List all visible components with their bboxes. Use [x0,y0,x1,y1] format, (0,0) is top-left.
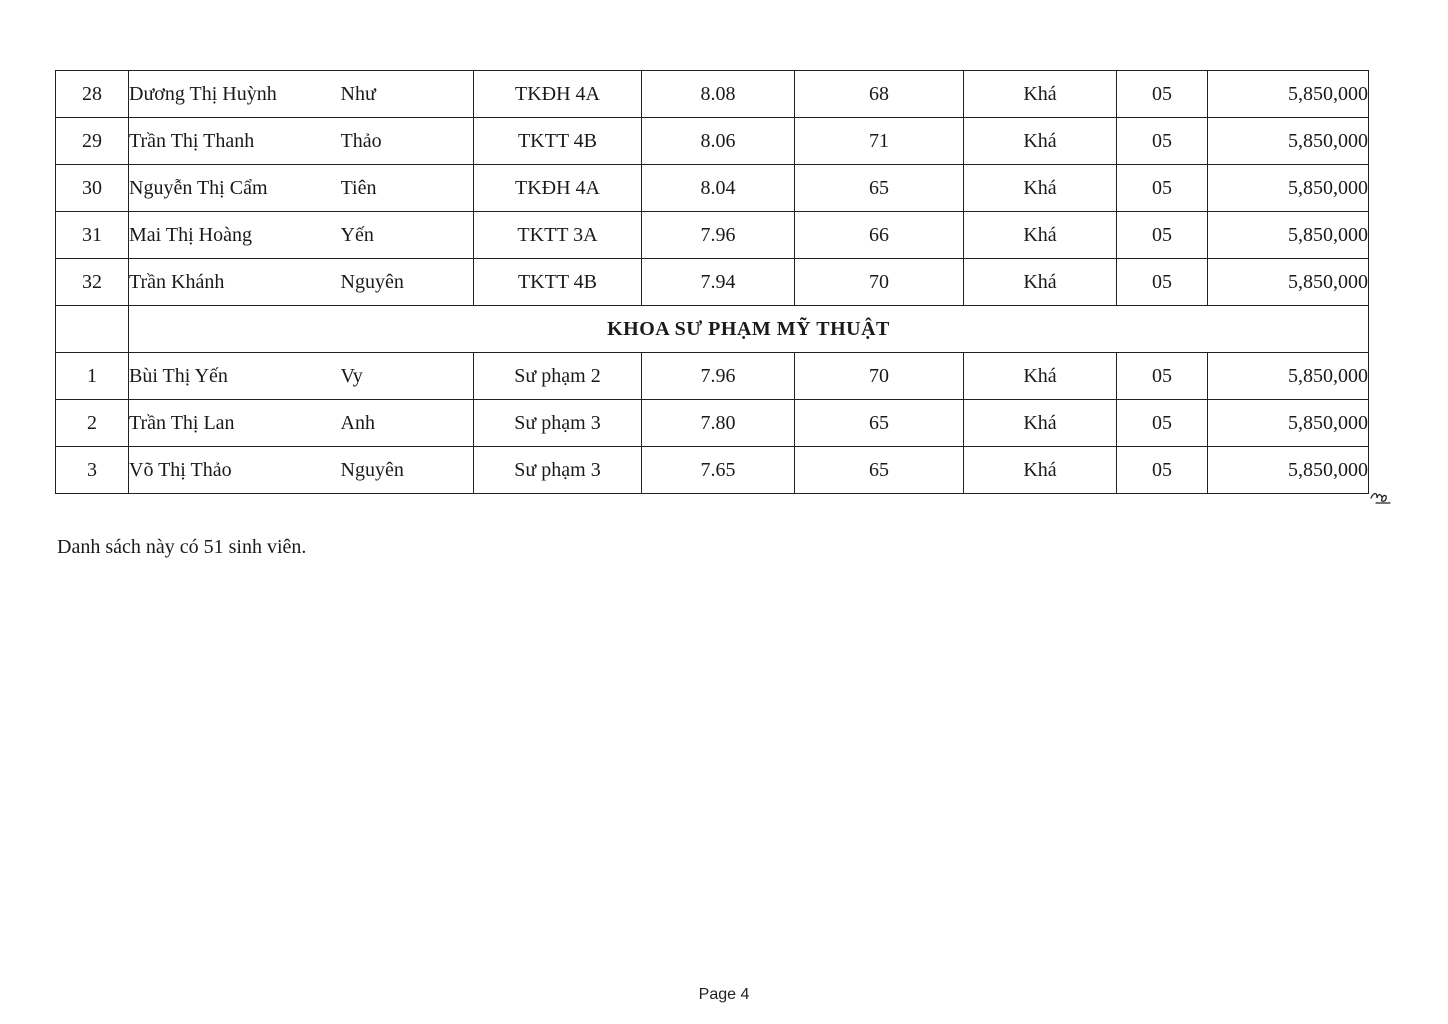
row-rank-cell: Khá [964,447,1117,494]
handwritten-initial [1368,484,1396,508]
table-row [56,118,1369,165]
table-row [56,259,1369,306]
row-class-cell: Sư phạm 2 [474,353,642,400]
row-months-cell: 05 [1117,212,1208,259]
row-class-cell: TKĐH 4A [474,165,642,212]
row-amount-cell: 5,850,000 [1208,71,1369,118]
row-surname-cell: Trần Thị Lan [129,400,341,447]
row-gpa-cell: 7.96 [642,353,795,400]
row-amount-cell: 5,850,000 [1208,447,1369,494]
table-row [56,165,1369,212]
row-conduct-score-cell: 66 [795,212,964,259]
row-gpa-cell: 7.65 [642,447,795,494]
row-months-cell: 05 [1117,118,1208,165]
row-conduct-score-cell: 68 [795,71,964,118]
row-rank-cell: Khá [964,353,1117,400]
row-gpa-cell: 7.94 [642,259,795,306]
page-number: Page 4 [698,986,750,1003]
row-conduct-score-cell: 65 [795,400,964,447]
row-conduct-score-cell: 70 [795,259,964,306]
row-stt-cell: 28 [56,71,129,118]
row-class-cell: TKTT 4B [474,118,642,165]
row-amount-cell: 5,850,000 [1208,400,1369,447]
row-stt-cell: 1 [56,353,129,400]
row-given-name-cell: Thảo [341,118,474,165]
row-given-name-cell: Như [341,71,474,118]
row-given-name-cell: Nguyên [341,259,474,306]
row-class-cell: Sư phạm 3 [474,400,642,447]
row-stt-cell: 3 [56,447,129,494]
row-gpa-cell: 7.96 [642,212,795,259]
row-rank-cell: Khá [964,118,1117,165]
row-conduct-score-cell: 70 [795,353,964,400]
table-row [56,353,1369,400]
table-row [56,400,1369,447]
section-header-group [56,306,1369,353]
row-surname-cell: Mai Thị Hoàng [129,212,341,259]
student-count-note: Danh sách này có 51 sinh viên. [57,536,307,558]
row-amount-cell: 5,850,000 [1208,165,1369,212]
row-given-name-cell: Tiên [341,165,474,212]
row-class-cell: TKĐH 4A [474,71,642,118]
table-body-after-section [56,353,1369,494]
row-surname-cell: Bùi Thị Yến [129,353,341,400]
row-surname-cell: Nguyễn Thị Cẩm [129,165,341,212]
row-given-name-cell: Nguyên [341,447,474,494]
row-surname-cell: Trần Khánh [129,259,341,306]
row-stt-cell: 30 [56,165,129,212]
section-title: KHOA SƯ PHẠM MỸ THUẬT [129,306,1369,353]
row-rank-cell: Khá [964,165,1117,212]
row-conduct-score-cell: 71 [795,118,964,165]
row-months-cell: 05 [1117,259,1208,306]
row-stt-cell: 32 [56,259,129,306]
row-class-cell: Sư phạm 3 [474,447,642,494]
row-given-name-cell: Yến [341,212,474,259]
scholarship-table [55,70,1369,494]
row-gpa-cell: 7.80 [642,400,795,447]
row-given-name-cell: Anh [341,400,474,447]
row-class-cell: TKTT 4B [474,259,642,306]
row-surname-cell: Võ Thị Thảo [129,447,341,494]
row-months-cell: 05 [1117,71,1208,118]
row-rank-cell: Khá [964,212,1117,259]
row-months-cell: 05 [1117,447,1208,494]
row-given-name-cell: Vy [341,353,474,400]
table-row [56,71,1369,118]
row-gpa-cell: 8.08 [642,71,795,118]
row-amount-cell: 5,850,000 [1208,212,1369,259]
section-header-row [56,306,1369,353]
table-row [56,212,1369,259]
row-surname-cell: Dương Thị Huỳnh [129,71,341,118]
row-surname-cell: Trần Thị Thanh [129,118,341,165]
row-stt-cell: 2 [56,400,129,447]
row-months-cell: 05 [1117,400,1208,447]
row-stt-cell: 29 [56,118,129,165]
row-conduct-score-cell: 65 [795,165,964,212]
row-conduct-score-cell: 65 [795,447,964,494]
row-rank-cell: Khá [964,400,1117,447]
row-gpa-cell: 8.06 [642,118,795,165]
row-gpa-cell: 8.04 [642,165,795,212]
row-class-cell: TKTT 3A [474,212,642,259]
row-rank-cell: Khá [964,259,1117,306]
row-months-cell: 05 [1117,353,1208,400]
section-stt-cell [56,306,129,353]
row-stt-cell: 31 [56,212,129,259]
row-rank-cell: Khá [964,71,1117,118]
row-amount-cell: 5,850,000 [1208,118,1369,165]
table-body-before-section [56,71,1369,306]
row-amount-cell: 5,850,000 [1208,259,1369,306]
row-amount-cell: 5,850,000 [1208,353,1369,400]
row-months-cell: 05 [1117,165,1208,212]
table-row [56,447,1369,494]
